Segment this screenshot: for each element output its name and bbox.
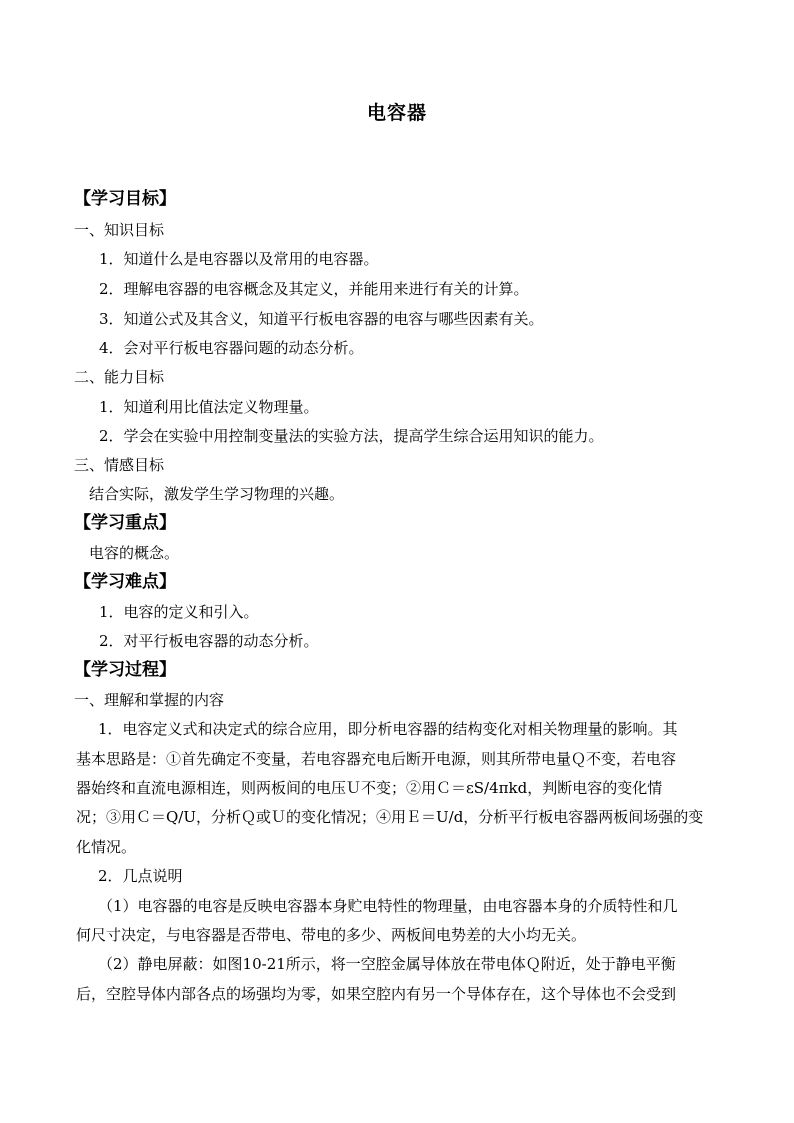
paragraph-line: 况；③用Ｃ＝Q/U，分析Ｑ或Ｕ的变化情况；④用Ｅ＝U/d，分析平行板电容器两板间场强的变: [76, 808, 704, 826]
key-points-text: 电容的概念。: [89, 544, 180, 562]
paragraph-line: 后，空腔导体内部各点的场强均为零，如果空腔内有另一个导体存在，这个导体也不会受到: [76, 985, 677, 1003]
list-item: 1．知道利用比值法定义物理量。: [99, 398, 319, 416]
heading-difficulties: 【学习难点】: [74, 572, 176, 592]
paragraph-line: 1．电容定义式和决定式的综合应用，即分析电容器的结构变化对相关物理量的影响。其: [98, 720, 678, 738]
list-item: 4．会对平行板电容器问题的动态分析。: [99, 339, 364, 357]
list-item: 1．电容的定义和引入。: [99, 603, 259, 621]
heading-understand-content: 一、理解和掌握的内容: [74, 691, 225, 709]
list-item: 2．对平行板电容器的动态分析。: [99, 632, 319, 650]
paragraph-line: 基本思路是：①首先确定不变量，若电容器充电后断开电源，则其所带电量Ｑ不变，若电容: [76, 750, 677, 768]
page-title: 电容器: [366, 102, 427, 124]
heading-key-points: 【学习重点】: [74, 513, 176, 533]
list-item: 2．学会在实验中用控制变量法的实验方法，提高学生综合运用知识的能力。: [99, 427, 604, 445]
heading-knowledge-goals: 一、知识目标: [74, 221, 165, 239]
paragraph-line: 器始终和直流电源相连，则两板间的电压Ｕ不变；②用Ｃ＝εS/4πkd，判断电容的变化情: [76, 779, 663, 797]
list-item: 2．理解电容器的电容概念及其定义，并能用来进行有关的计算。: [99, 280, 529, 298]
heading-emotion-goals: 三、情感目标: [74, 456, 165, 474]
paragraph-line: 何尺寸决定，与电容器是否带电、带电的多少、两板间电势差的大小均无关。: [76, 926, 587, 944]
emotion-text: 结合实际，激发学生学习物理的兴趣。: [89, 485, 345, 503]
list-item: 3．知道公式及其含义，知道平行板电容器的电容与哪些因素有关。: [99, 310, 544, 328]
paragraph-line: 化情况。: [76, 838, 137, 856]
heading-learning-goals: 【学习目标】: [74, 189, 176, 209]
heading-notes: 2．几点说明: [98, 867, 183, 885]
heading-learning-process: 【学习过程】: [74, 660, 176, 680]
paragraph-line: （2）静电屏蔽：如图10-21所示，将一空腔金属导体放在带电体Ｑ附近，处于静电平衡: [98, 955, 676, 973]
list-item: 1．知道什么是电容器以及常用的电容器。: [99, 250, 379, 268]
heading-ability-goals: 二、能力目标: [74, 368, 165, 386]
paragraph-line: （1）电容器的电容是反映电容器本身贮电特性的物理量，由电容器本身的介质特性和几: [98, 897, 678, 915]
